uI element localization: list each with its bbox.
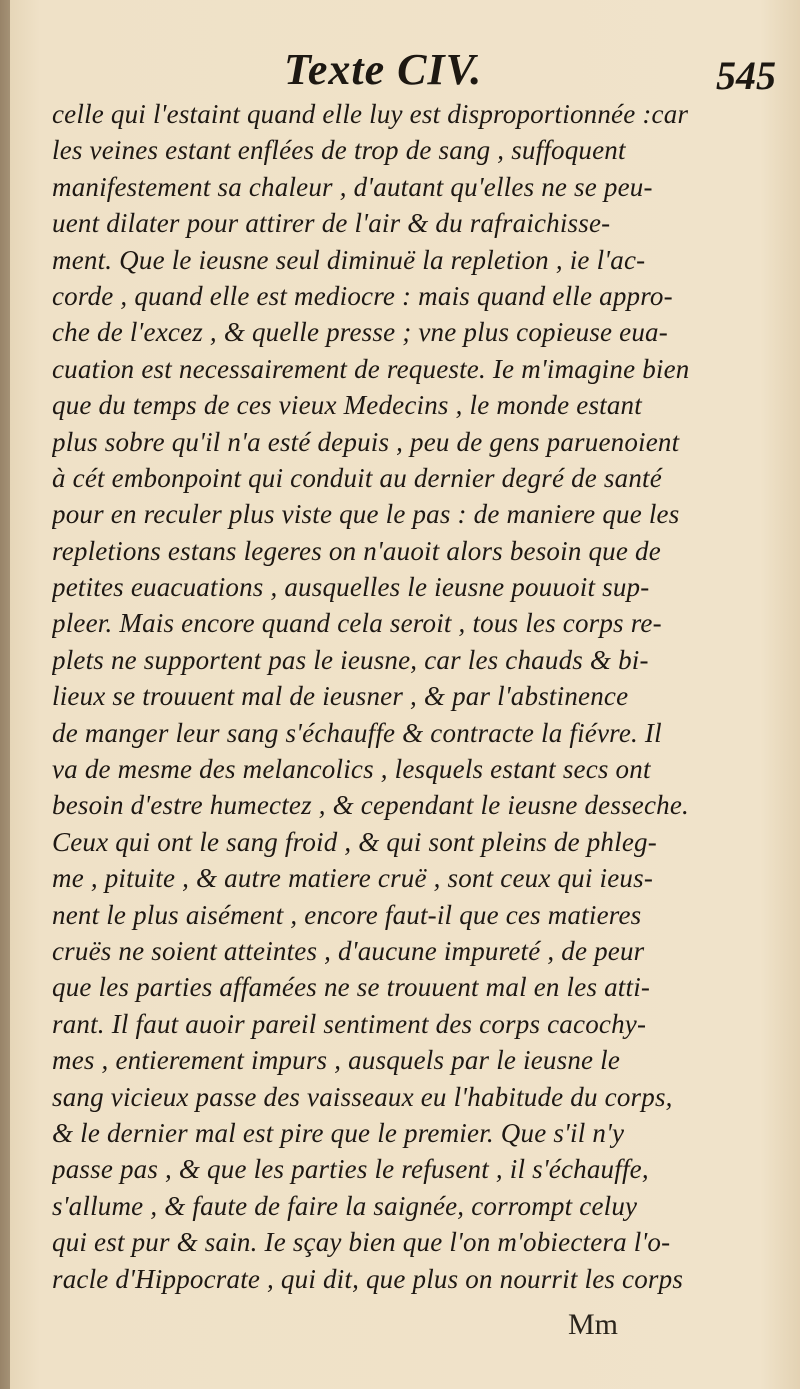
signature-mark: Mm <box>568 1308 619 1341</box>
text-line: les veines estant enflées de trop de sang , suffoquent <box>52 135 626 166</box>
text-line: va de mesme des melancolics , lesquels estant secs ont <box>52 754 651 785</box>
text-line: pour en reculer plus viste que le pas : de maniere que les <box>52 499 680 530</box>
text-line: pleer. Mais encore quand cela seroit , tous les corps re- <box>52 608 662 639</box>
running-title: Texte CIV. <box>284 45 483 94</box>
page-binding-edge <box>0 0 10 1389</box>
text-line: qui est pur & sain. Ie sçay bien que l'on m'obiectera l'o- <box>52 1227 671 1258</box>
text-line: repletions estans legeres on n'auoit alors besoin que de <box>52 535 661 566</box>
page-number: 545 <box>716 53 776 98</box>
text-line: passe pas , & que les parties le refusent , il s'échauffe, <box>52 1154 649 1185</box>
text-line: besoin d'estre humectez , & cependant le ieusne desseche. <box>52 790 689 821</box>
text-line: mes , entierement impurs , ausquels par le ieusne le <box>52 1045 621 1076</box>
text-line: de manger leur sang s'échauffe & contracte la fiévre. Il <box>52 717 662 748</box>
text-line: rant. Il faut auoir pareil sentiment des corps cacochy- <box>52 1008 647 1039</box>
text-line: que les parties affamées ne se trouuent mal en les atti- <box>52 972 651 1003</box>
body-text <box>52 96 772 1297</box>
text-line: plets ne supportent pas le ieusne, car les chauds & bi- <box>52 644 649 675</box>
text-line: à cét embonpoint qui conduit au dernier degré de santé <box>52 462 662 493</box>
page-header <box>60 44 780 100</box>
text-line: lieux se trouuent mal de ieusner , & par l'abstinence <box>52 681 629 712</box>
text-line: plus sobre qu'il n'a esté depuis , peu de gens paruenoient <box>52 426 680 457</box>
text-line: sang vicieux passe des vaisseaux eu l'habitude du corps, <box>52 1081 673 1112</box>
text-line: ment. Que le ieusne seul diminuë la repletion , ie l'ac- <box>52 244 646 275</box>
text-line: & le dernier mal est pire que le premier. Que s'il n'y <box>52 1117 625 1148</box>
text-line: me , pituite , & autre matiere cruë , sont ceux qui ieus- <box>52 863 654 894</box>
text-line: cruës ne soient atteintes , d'aucune impureté , de peur <box>52 935 645 966</box>
text-line: corde , quand elle est mediocre : mais quand elle appro- <box>52 280 673 311</box>
text-line: celle qui l'estaint quand elle luy est disproportionnée :car <box>52 99 689 129</box>
text-line: uent dilater pour attirer de l'air & du rafraichisse- <box>52 208 611 239</box>
text-line: que du temps de ces vieux Medecins , le monde estant <box>52 390 642 421</box>
text-line: cuation est necessairement de requeste. Ie m'imagine bien <box>52 353 690 384</box>
text-line: Ceux qui ont le sang froid , & qui sont pleins de phleg- <box>52 826 657 857</box>
text-line: racle d'Hippocrate , qui dit, que plus on nourrit les corps <box>52 1263 684 1294</box>
text-line: manifestement sa chaleur , d'autant qu'elles ne se peu- <box>52 171 653 202</box>
text-line: petites euacuations , ausquelles le ieusne pouuoit sup- <box>52 572 650 603</box>
text-line: nent le plus aisément , encore faut-il que ces matieres <box>52 899 642 930</box>
text-line: che de l'excez , & quelle presse ; vne plus copieuse eua- <box>52 317 668 348</box>
text-line: s'allume , & faute de faire la saignée, corrompt celuy <box>52 1190 638 1221</box>
